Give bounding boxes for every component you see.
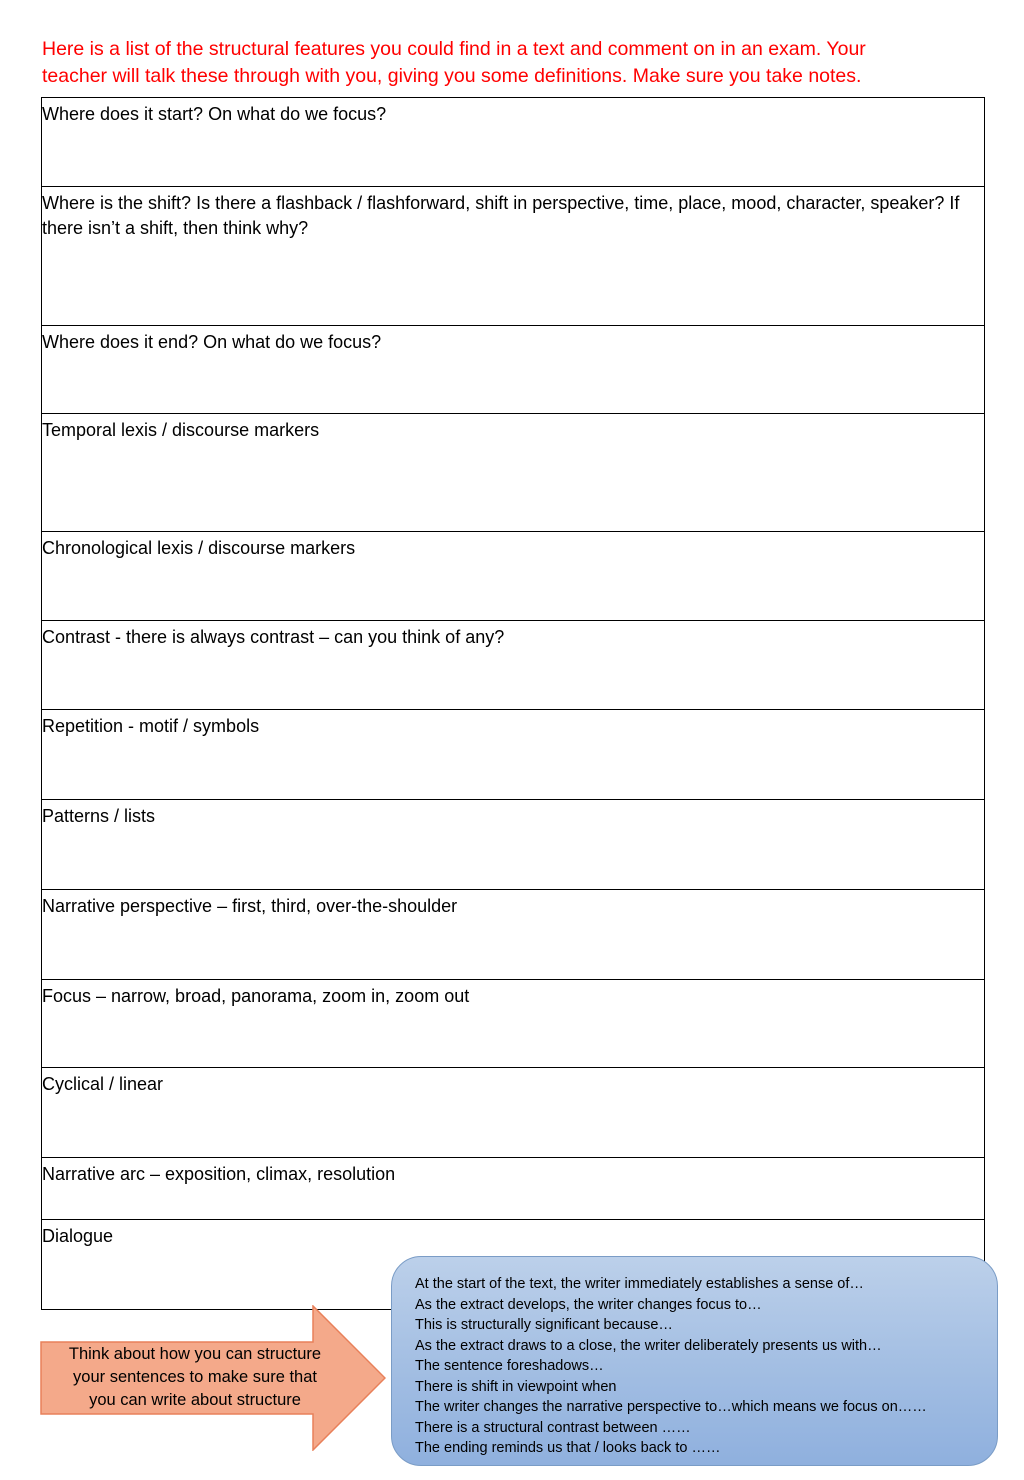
notes-cell-contrast[interactable] bbox=[42, 621, 985, 710]
sentence-starters-box bbox=[391, 1256, 998, 1466]
feature-prompt: Where is the shift? Is there a flashback / flashforward, shift in perspective, time, place, mood, character, speaker? If there isn’t a shift, then think why? bbox=[42, 193, 960, 238]
feature-prompt: Chronological lexis / discourse markers bbox=[42, 538, 356, 558]
sentence-starter: The ending reminds us that / looks back to …… bbox=[415, 1440, 721, 1456]
instructions-paragraph bbox=[42, 36, 982, 90]
instructions-line-1: Here is a list of the structural features you could find in a text and comment on in an exam. Your bbox=[42, 38, 866, 60]
feature-prompt: Dialogue bbox=[42, 1226, 114, 1246]
sentence-starter: This is structurally significant because… bbox=[415, 1317, 673, 1333]
sentence-starter: At the start of the text, the writer immediately establishes a sense of… bbox=[415, 1276, 864, 1292]
structure-tip-arrow bbox=[40, 1305, 386, 1451]
sentence-starter: The writer changes the narrative perspective to…which means we focus on…… bbox=[415, 1399, 927, 1415]
table-row bbox=[42, 187, 985, 326]
structure-tip-text bbox=[50, 1343, 340, 1412]
notes-cell-shift[interactable] bbox=[42, 187, 985, 326]
sentence-starter: As the extract develops, the writer changes focus to… bbox=[415, 1296, 762, 1313]
feature-prompt: Where does it start? On what do we focus? bbox=[42, 104, 387, 124]
notes-cell-repetition[interactable] bbox=[42, 710, 985, 800]
sentence-starter: There is shift in viewpoint when bbox=[415, 1378, 617, 1395]
structure-tip-line-1: Think about how you can structure bbox=[68, 1345, 322, 1363]
table-row bbox=[42, 98, 985, 187]
feature-prompt: Repetition - motif / symbols bbox=[42, 716, 260, 736]
notes-cell-narrative-arc[interactable] bbox=[42, 1158, 985, 1220]
feature-prompt: Where does it end? On what do we focus? bbox=[42, 332, 382, 352]
feature-prompt: Patterns / lists bbox=[42, 806, 156, 826]
feature-prompt: Narrative arc – exposition, climax, resolution bbox=[42, 1164, 396, 1184]
table-row bbox=[42, 326, 985, 414]
sentence-starter: The sentence foreshadows… bbox=[415, 1358, 604, 1374]
table-row bbox=[42, 621, 985, 710]
notes-cell-patterns[interactable] bbox=[42, 800, 985, 890]
notes-cell-cyclical[interactable] bbox=[42, 1068, 985, 1158]
sentence-starter: There is a structural contrast between …… bbox=[415, 1419, 691, 1436]
structure-tip-line-3: you can write about structure bbox=[89, 1391, 301, 1409]
notes-cell-narrative-perspective[interactable] bbox=[42, 890, 985, 980]
feature-prompt: Temporal lexis / discourse markers bbox=[42, 420, 320, 440]
table-row bbox=[42, 414, 985, 532]
notes-cell-temporal[interactable] bbox=[42, 414, 985, 532]
table-row bbox=[42, 1158, 985, 1220]
notes-cell-chronological[interactable] bbox=[42, 532, 985, 621]
table-row bbox=[42, 800, 985, 890]
structural-features-table bbox=[41, 97, 985, 1310]
feature-prompt: Cyclical / linear bbox=[42, 1074, 164, 1094]
table-row bbox=[42, 532, 985, 621]
instructions-line-2: teacher will talk these through with you, giving you some definitions. Make sure you take notes. bbox=[42, 65, 862, 87]
table-row bbox=[42, 710, 985, 800]
feature-prompt: Narrative perspective – first, third, over-the-shoulder bbox=[42, 896, 458, 916]
structure-tip-line-2: your sentences to make sure that bbox=[73, 1368, 317, 1386]
notes-cell-focus[interactable] bbox=[42, 980, 985, 1068]
notes-cell-start[interactable] bbox=[42, 98, 985, 187]
table-row bbox=[42, 980, 985, 1068]
notes-cell-end[interactable] bbox=[42, 326, 985, 414]
feature-prompt: Contrast - there is always contrast – can you think of any? bbox=[42, 627, 505, 647]
sentence-starter: As the extract draws to a close, the writer deliberately presents us with… bbox=[415, 1337, 882, 1354]
table-row bbox=[42, 890, 985, 980]
table-row bbox=[42, 1068, 985, 1158]
feature-prompt: Focus – narrow, broad, panorama, zoom in, zoom out bbox=[42, 986, 470, 1006]
